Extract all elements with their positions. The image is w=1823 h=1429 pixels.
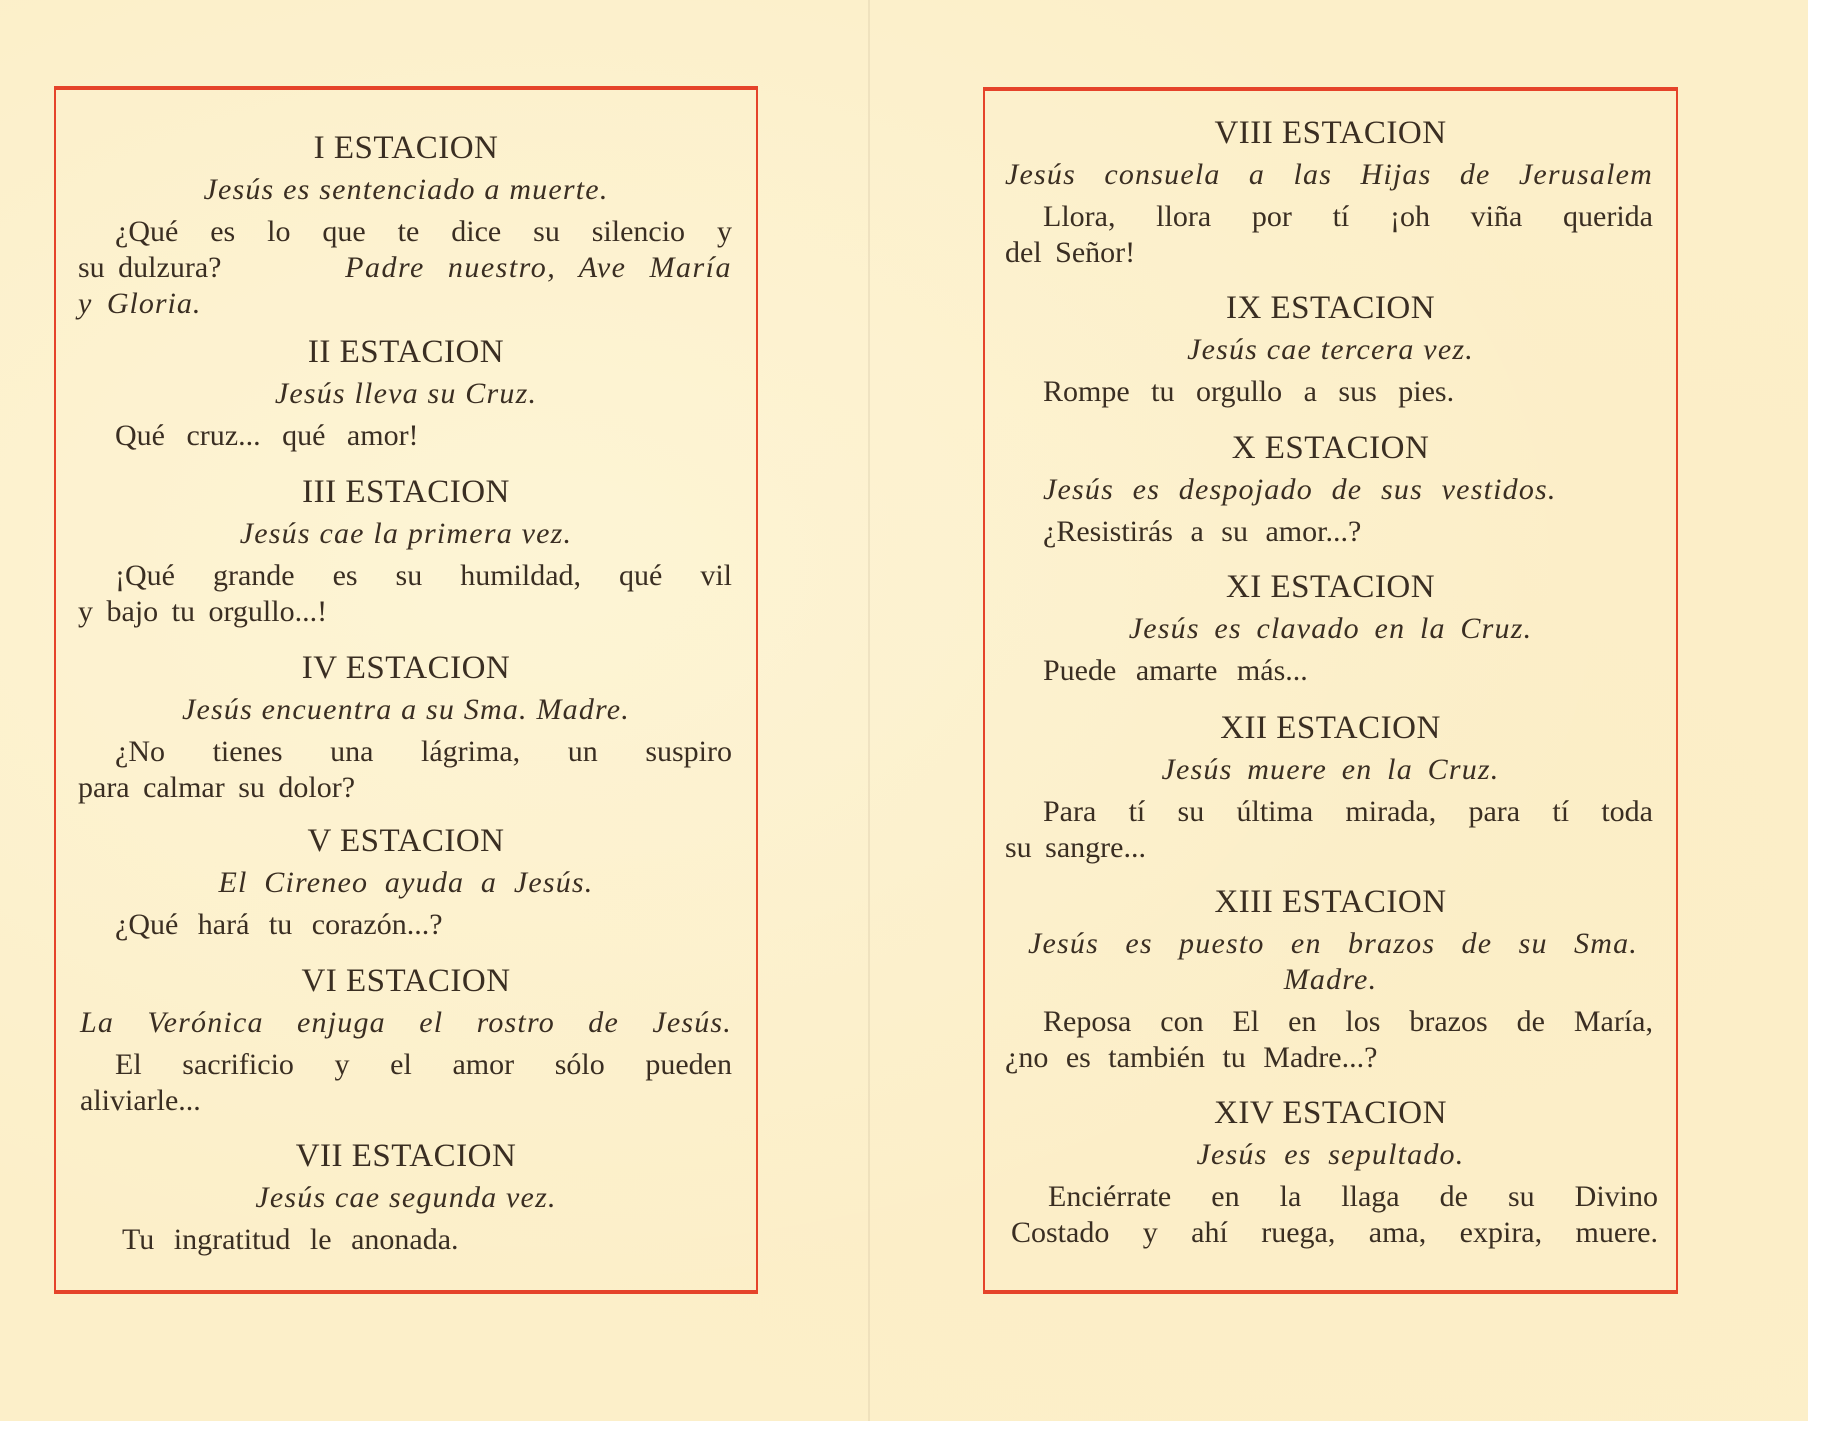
station-text: ¿no es también tu Madre...? — [1005, 1041, 1378, 1074]
station-heading: VIII ESTACION — [1214, 115, 1447, 151]
station-subtitle: Jesús cae segunda vez. — [255, 1181, 557, 1214]
station-subtitle-continued: Madre. — [1283, 963, 1378, 996]
station-heading: XIII ESTACION — [1214, 884, 1447, 920]
prayer-text: Padre nuestro, Ave María — [345, 251, 732, 284]
station-heading: IV ESTACION — [301, 650, 511, 686]
station-text: aliviarle... — [80, 1084, 201, 1117]
station-subtitle: Jesús cae la primera vez. — [239, 517, 573, 550]
station-text: Costado y ahí ruega, ama, expira, muere. — [1011, 1216, 1658, 1249]
station-text: ¿Qué es lo que te dice su silencio y — [115, 215, 732, 248]
station-subtitle: El Cireneo ayuda a Jesús. — [218, 866, 594, 899]
station-heading: VII ESTACION — [295, 1138, 517, 1174]
station-heading: XIV ESTACION — [1214, 1095, 1447, 1131]
prayer-text: y Gloria. — [78, 287, 202, 320]
station-text: Puede amarte más... — [1043, 654, 1308, 687]
station-heading: VI ESTACION — [301, 963, 511, 999]
station-subtitle: Jesús es sepultado. — [1196, 1138, 1465, 1171]
station-text: Qué cruz... qué amor! — [115, 419, 419, 452]
station-text: para calmar su dolor? — [78, 771, 356, 804]
station-text: ¿No tienes una lágrima, un suspiro — [115, 735, 732, 768]
station-text: Llora, llora por tí ¡oh viña querida — [1043, 200, 1653, 233]
station-text: El sacrificio y el amor sólo pueden — [115, 1048, 732, 1081]
station-heading: I ESTACION — [313, 130, 499, 166]
station-heading: IX ESTACION — [1225, 290, 1436, 326]
station-text: ¿Resistirás a su amor...? — [1043, 515, 1362, 548]
station-text — [78, 250, 732, 286]
station-heading: II ESTACION — [307, 334, 505, 370]
station-subtitle: Jesús cae tercera vez. — [1187, 333, 1474, 366]
station-text: Enciérrate en la llaga de su Divino — [1048, 1180, 1658, 1213]
fold-crease — [868, 0, 870, 1421]
station-text: Tu ingratitud le anonada. — [122, 1223, 459, 1256]
station-heading: XI ESTACION — [1225, 569, 1436, 605]
station-text: ¿Qué hará tu corazón...? — [115, 908, 443, 941]
station-text: ¡Qué grande es su humildad, qué vil — [115, 559, 732, 592]
station-subtitle: Jesús encuentra a su Sma. Madre. — [181, 693, 631, 726]
station-heading: X ESTACION — [1231, 430, 1430, 466]
station-heading: XII ESTACION — [1220, 710, 1441, 746]
station-text: Rompe tu orgullo a sus pies. — [1043, 375, 1455, 408]
station-heading: V ESTACION — [307, 823, 505, 859]
station-text: y bajo tu orgullo...! — [78, 595, 328, 628]
station-text: su sangre... — [1005, 831, 1146, 864]
station-subtitle: Jesús es puesto en brazos de su Sma. — [1028, 927, 1638, 960]
station-text: del Señor! — [1005, 236, 1136, 269]
station-text-part: su dulzura? — [78, 251, 222, 284]
station-subtitle: Jesús lleva su Cruz. — [274, 377, 538, 410]
station-subtitle: Jesús es clavado en la Cruz. — [1128, 612, 1533, 645]
station-subtitle: Jesús muere en la Cruz. — [1161, 753, 1500, 786]
station-subtitle: Jesús es despojado de sus vestidos. — [1043, 473, 1557, 506]
station-subtitle: Jesús consuela a las Hijas de Jerusalem — [1005, 158, 1653, 191]
station-subtitle: La Verónica enjuga el rostro de Jesús. — [80, 1006, 732, 1039]
station-heading: III ESTACION — [302, 474, 510, 510]
station-text: Para tí su última mirada, para tí toda — [1043, 795, 1653, 828]
station-subtitle: Jesús es sentenciado a muerte. — [203, 173, 609, 206]
station-text: Reposa con El en los brazos de María, — [1043, 1005, 1653, 1038]
